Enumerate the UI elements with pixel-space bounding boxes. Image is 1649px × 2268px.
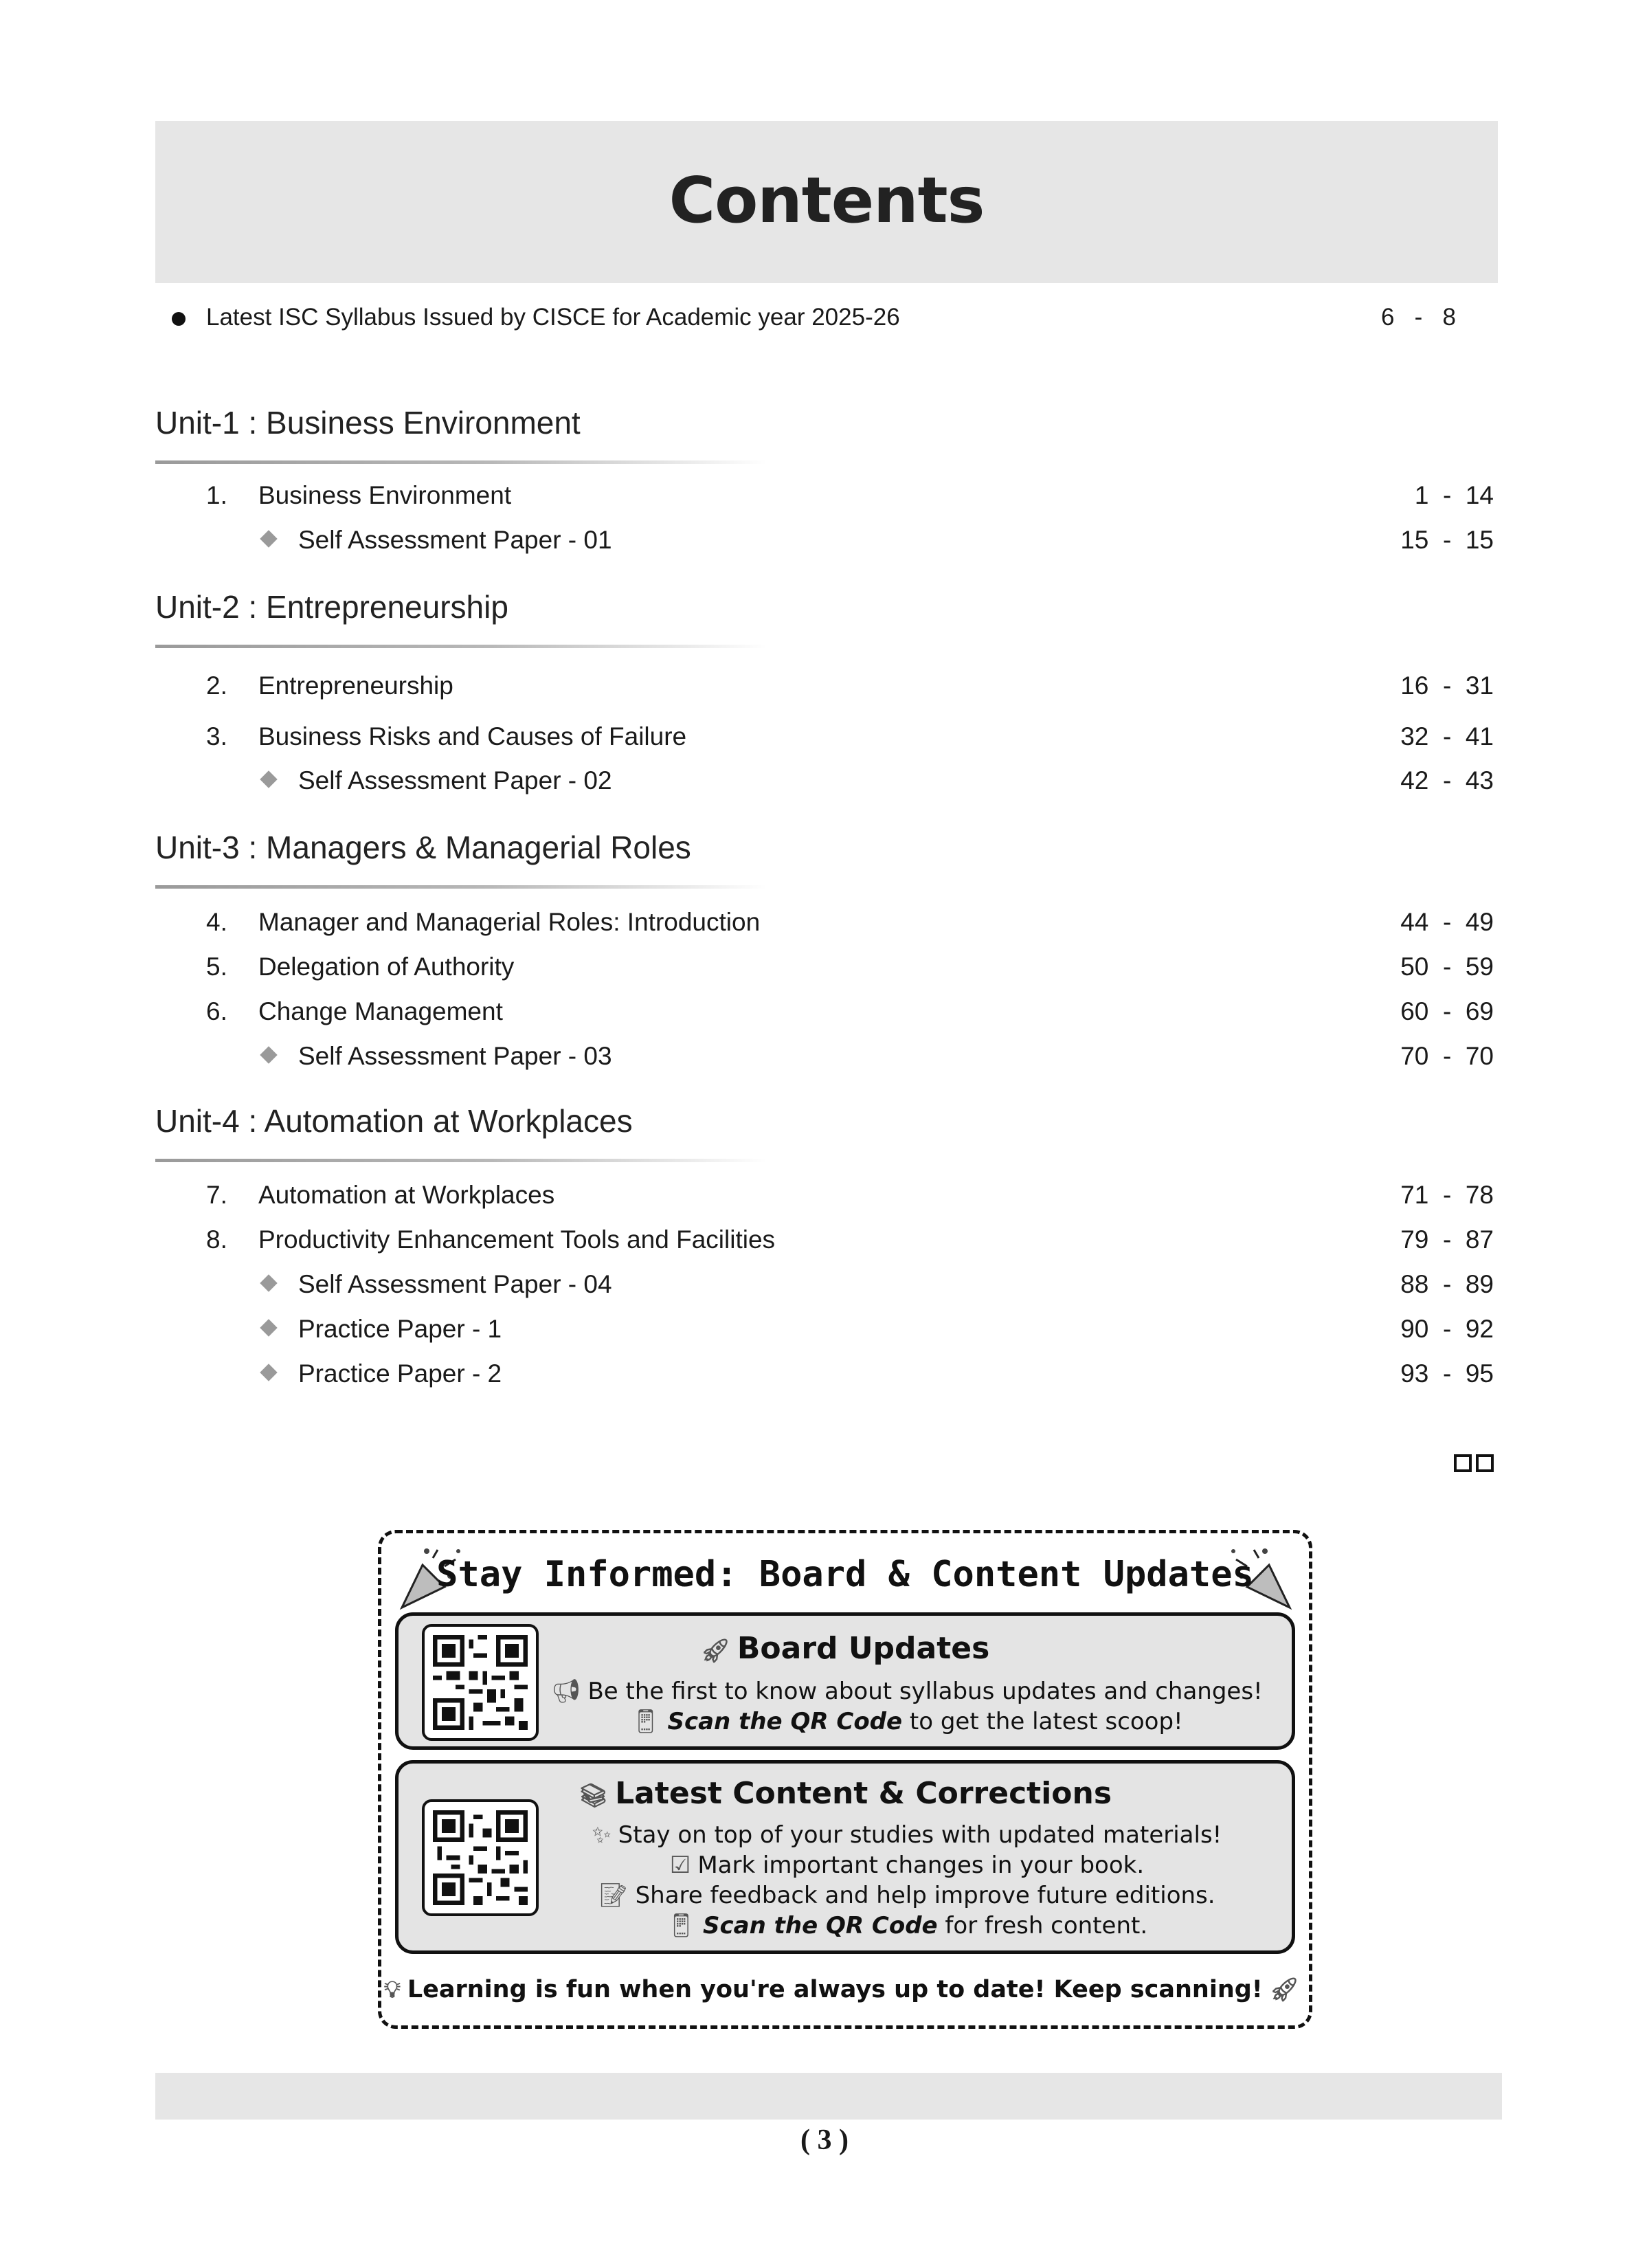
- toc-entry: [0, 1225, 1649, 1260]
- toc-entry: [0, 997, 1649, 1032]
- updates-box: [378, 1530, 1312, 2029]
- content-updates-line: 📝︎ Share feedback and help improve future editions.: [598, 1882, 1215, 1909]
- entry-number: 8.: [206, 1225, 227, 1254]
- entry-label: Self Assessment Paper - 02: [298, 766, 612, 794]
- diamond-icon: [260, 1046, 277, 1063]
- entry-pages: 60 - 69: [1400, 997, 1494, 1025]
- lightbulb-icon: 💡︎: [384, 1976, 401, 2003]
- diamond-icon: [260, 1274, 277, 1291]
- board-updates-panel: [395, 1612, 1295, 1750]
- board-updates-heading: 🚀︎ Board Updates: [700, 1631, 990, 1666]
- entry-pages: 93 - 95: [1400, 1359, 1494, 1388]
- unit-heading: Unit-1 : Business Environment: [155, 405, 581, 441]
- unit-heading: Unit-2 : Entrepreneurship: [155, 589, 508, 625]
- title-band: [155, 121, 1498, 283]
- diamond-icon: [260, 1319, 277, 1336]
- sparkles-icon: ✨︎: [592, 1821, 612, 1849]
- rocket-icon: 🚀︎: [700, 1637, 730, 1665]
- entry-label: Change Management: [258, 997, 503, 1025]
- syllabus-pages: 6 - 8: [1381, 304, 1456, 331]
- end-marks: [1454, 1454, 1494, 1472]
- entry-pages: 42 - 43: [1400, 766, 1494, 794]
- diamond-icon: [260, 530, 277, 547]
- unit-divider: [155, 460, 767, 464]
- syllabus-row: [172, 304, 1477, 338]
- toc-entry: [0, 526, 1649, 560]
- entry-label: Practice Paper - 1: [298, 1315, 502, 1343]
- entry-label: Productivity Enhancement Tools and Facilities: [258, 1225, 776, 1254]
- toc-entry: [0, 1359, 1649, 1394]
- entry-pages: 70 - 70: [1400, 1042, 1494, 1070]
- entry-pages: 71 - 78: [1400, 1181, 1494, 1209]
- page-title: Contents: [669, 164, 985, 237]
- content-updates-line: 📱︎ Scan the QR Code for fresh content.: [666, 1912, 1148, 1939]
- unit-heading: Unit-3 : Managers & Managerial Roles: [155, 830, 691, 865]
- entry-pages: 15 - 15: [1400, 526, 1494, 554]
- phone-icon: 📱︎: [666, 1912, 696, 1939]
- toc-entry: [0, 722, 1649, 757]
- entry-number: 7.: [206, 1181, 227, 1209]
- toc-entry: [0, 1042, 1649, 1076]
- entry-label: Delegation of Authority: [258, 953, 515, 981]
- content-updates-line: ✨︎ Stay on top of your studies with updated materials!: [592, 1821, 1222, 1849]
- toc-entry: [0, 953, 1649, 987]
- entry-label: Manager and Managerial Roles: Introduction: [258, 908, 761, 936]
- books-icon: 📚︎: [578, 1782, 609, 1810]
- entry-label: Self Assessment Paper - 01: [298, 526, 612, 554]
- diamond-icon: [260, 770, 277, 788]
- entry-pages: 44 - 49: [1400, 908, 1494, 936]
- board-updates-line: 📢︎ Be the first to know about syllabus updates and changes!: [551, 1678, 1263, 1705]
- unit-heading: Unit-4 : Automation at Workplaces: [155, 1103, 633, 1139]
- entry-pages: 90 - 92: [1400, 1315, 1494, 1343]
- updates-title: Stay Informed: Board & Content Updates: [436, 1554, 1254, 1595]
- entry-label: Automation at Workplaces: [258, 1181, 555, 1209]
- entry-pages: 16 - 31: [1400, 671, 1494, 700]
- toc-entry: [0, 1181, 1649, 1215]
- unit-divider: [155, 645, 767, 648]
- phone-icon: 📱︎: [631, 1708, 661, 1735]
- entry-pages: 50 - 59: [1400, 953, 1494, 981]
- entry-label: Business Risks and Causes of Failure: [258, 722, 687, 751]
- toc-entry: [0, 481, 1649, 515]
- rocket-icon: 🚀︎: [1269, 1976, 1299, 2003]
- entry-label: Self Assessment Paper - 04: [298, 1270, 612, 1298]
- syllabus-text: Latest ISC Syllabus Issued by CISCE for Academic year 2025-26: [206, 304, 900, 331]
- toc-entry: [0, 908, 1649, 942]
- content-updates-heading: 📚︎ Latest Content & Corrections: [578, 1776, 1112, 1811]
- content-updates-line: ☑ Mark important changes in your book.: [669, 1852, 1145, 1879]
- diamond-icon: [260, 1364, 277, 1381]
- entry-number: 4.: [206, 908, 227, 936]
- bullet-icon: [172, 312, 186, 326]
- entry-pages: 32 - 41: [1400, 722, 1494, 751]
- entry-number: 2.: [206, 671, 227, 700]
- unit-divider: [155, 1159, 767, 1162]
- toc-entry: [0, 766, 1649, 801]
- entry-number: 3.: [206, 722, 227, 751]
- square-icon: [1454, 1454, 1472, 1472]
- entry-label: Business Environment: [258, 481, 512, 509]
- megaphone-icon: 📢︎: [551, 1678, 581, 1705]
- unit-divider: [155, 885, 767, 889]
- entry-number: 6.: [206, 997, 227, 1025]
- qr-code[interactable]: [422, 1799, 539, 1916]
- memo-icon: 📝︎: [598, 1882, 629, 1909]
- entry-label: Entrepreneurship: [258, 671, 453, 700]
- checkbox-icon: ☑: [669, 1852, 691, 1879]
- board-updates-line: 📱︎ Scan the QR Code to get the latest scoop!: [631, 1708, 1183, 1735]
- updates-footer: 💡︎ Learning is fun when you're always up to date! Keep scanning! 🚀︎: [384, 1976, 1299, 2003]
- toc-entry: [0, 671, 1649, 706]
- entry-label: Practice Paper - 2: [298, 1359, 502, 1388]
- square-icon: [1476, 1454, 1494, 1472]
- entry-number: 5.: [206, 953, 227, 981]
- entry-label: Self Assessment Paper - 03: [298, 1042, 612, 1070]
- content-updates-panel: [395, 1760, 1295, 1954]
- entry-pages: 79 - 87: [1400, 1225, 1494, 1254]
- toc-entry: [0, 1315, 1649, 1349]
- footer-band: [155, 2073, 1502, 2120]
- entry-number: 1.: [206, 481, 227, 509]
- entry-pages: 88 - 89: [1400, 1270, 1494, 1298]
- page-number: ( 3 ): [800, 2124, 849, 2156]
- entry-pages: 1 - 14: [1414, 481, 1494, 509]
- toc-entry: [0, 1270, 1649, 1304]
